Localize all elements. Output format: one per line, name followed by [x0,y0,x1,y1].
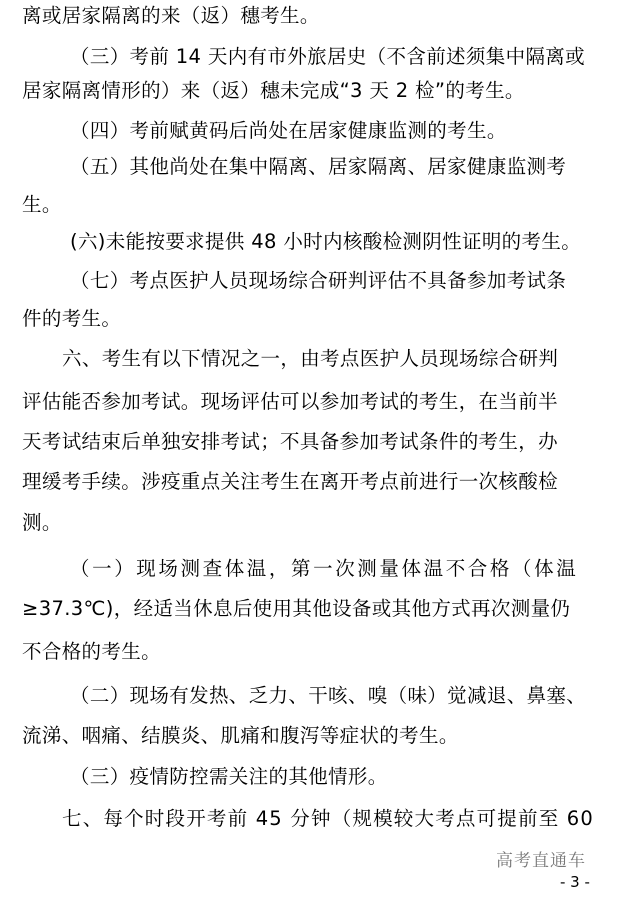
text-line-5: （五）其他尚处在集中隔离、居家隔离、居家健康监测考 [70,155,567,178]
text-line-9: 件的考生。 [22,307,122,330]
text-line-19: 流涕、咽痛、结膜炎、肌痛和腹泻等症状的考生。 [22,724,459,747]
text-line-12: 天考试结束后单独安排考试；不具备参加考试条件的考生，办 [22,430,558,453]
text-line-1: 离或居家隔离的来（返）穗考生。 [22,4,320,27]
text-line-17: 不合格的考生。 [22,640,161,663]
text-line-16: ≥37.3℃)，经适当休息后使用其他设备或其他方式再次测量仍 [22,597,571,620]
text-line-13: 理缓考手续。涉疫重点关注考生在离开考点前进行一次核酸检 [22,470,558,493]
watermark-text: 高考直通车 [496,851,586,871]
text-line-2: （三）考前 14 天内有市外旅居史（不含前述须集中隔离或 [70,45,586,68]
text-line-4: （四）考前赋黄码后尚处在居家健康监测的考生。 [70,119,507,142]
text-line-8: （七）考点医护人员现场综合研判评估不具备参加考试条 [70,269,567,292]
text-line-6: 生。 [22,193,62,216]
text-line-14: 测。 [22,511,62,534]
text-line-18: （二）现场有发热、乏力、干咳、嗅（味）觉减退、鼻塞、 [70,684,587,707]
text-line-7: (六)未能按要求提供 48 小时内核酸检测阴性证明的考生。 [70,230,582,253]
text-line-3: 居家隔离情形的）来（返）穗未完成“3 天 2 检”的考生。 [22,79,525,102]
page-number: - 3 - [560,873,590,891]
text-line-11: 评估能否参加考试。现场评估可以参加考试的考生，在当前半 [22,390,558,413]
text-line-15: （一）现场测查体温，第一次测量体温不合格（体温 [70,557,579,580]
text-line-20: （三）疫情防控需关注的其他情形。 [70,765,388,788]
text-line-21: 七、每个时段开考前 45 分钟（规模较大考点可提前至 60 [62,807,595,830]
text-line-10: 六、考生有以下情况之一，由考点医护人员现场综合研判 [62,347,559,370]
